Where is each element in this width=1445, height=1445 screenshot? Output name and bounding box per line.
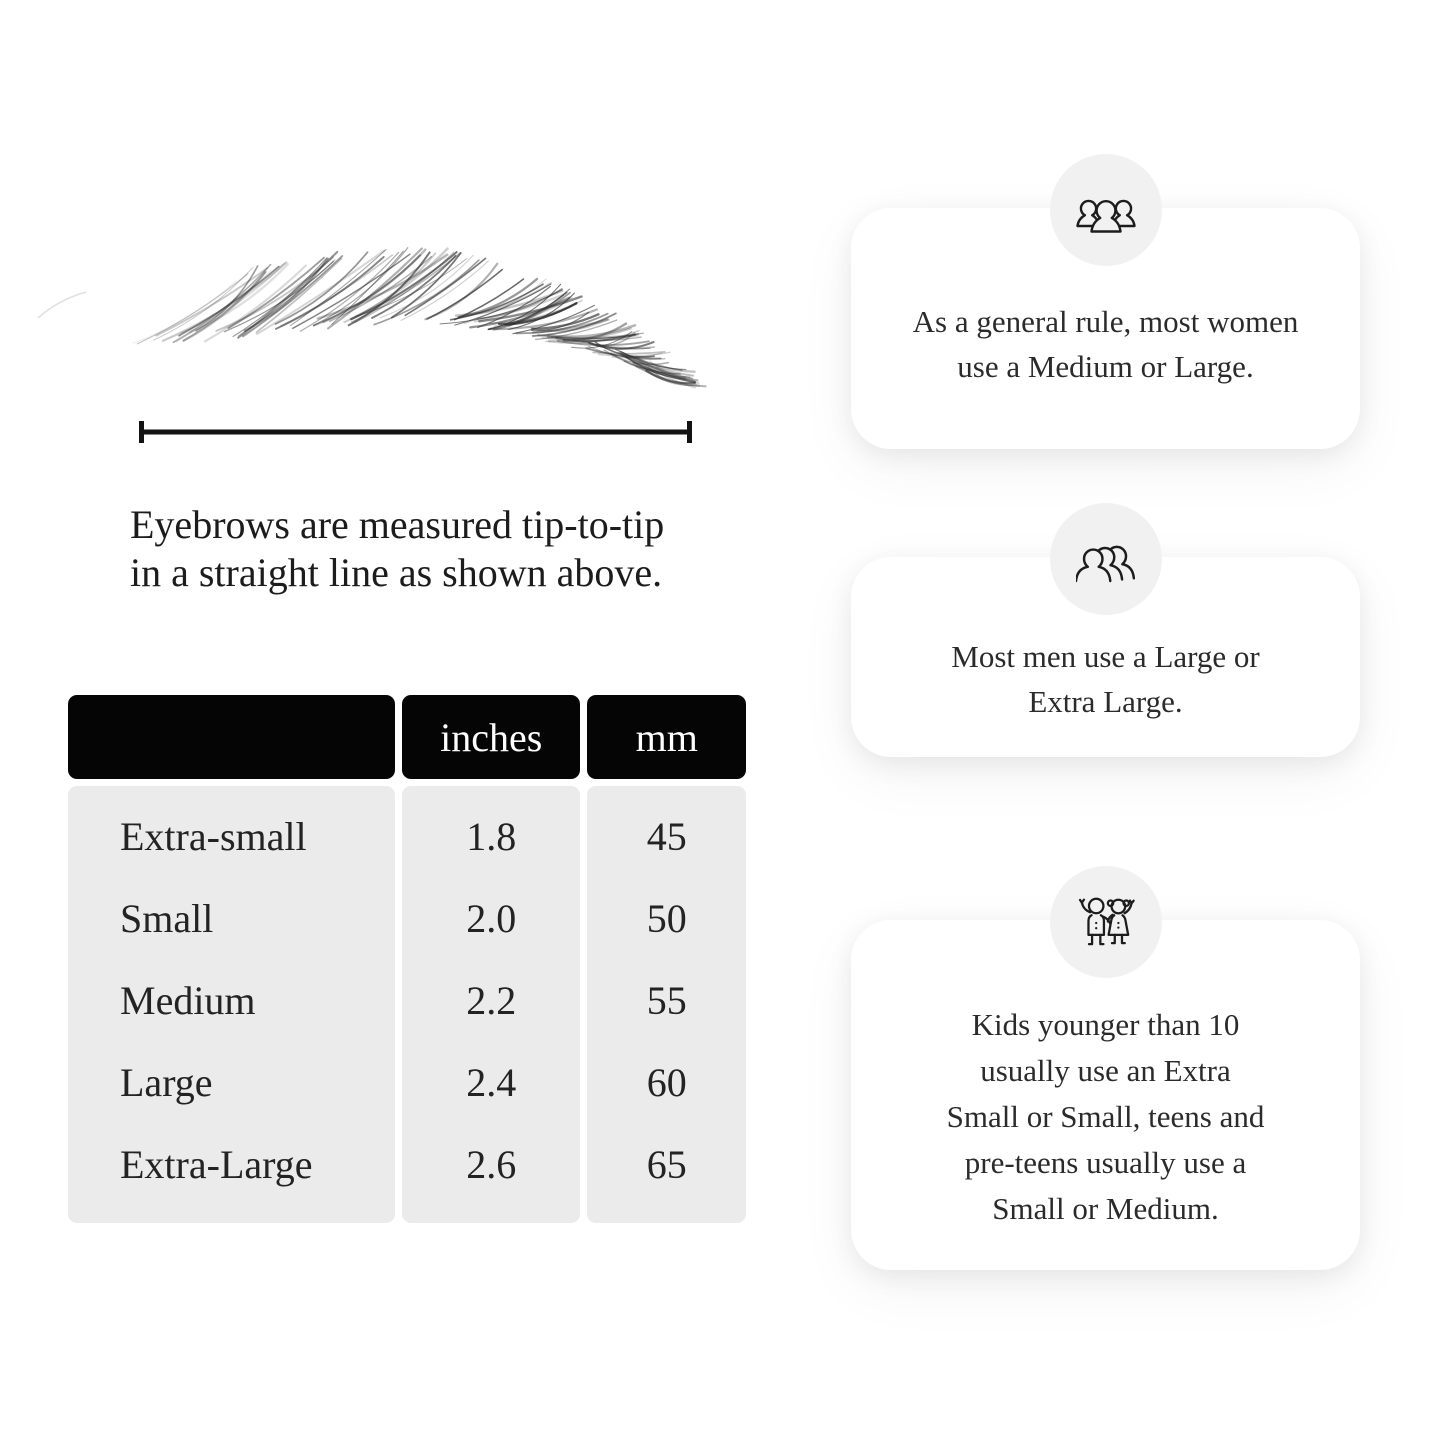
table-row-label: Extra-Large [120, 1141, 313, 1187]
eyebrow-hairs [38, 248, 706, 388]
info-card-men [851, 557, 1360, 757]
table-row-label: Large [120, 1059, 213, 1105]
size-column-header [68, 695, 395, 779]
inches-value: 2.2 [466, 977, 517, 1023]
women-group-icon [1074, 185, 1138, 235]
eyebrow-illustration [0, 0, 760, 470]
card-text [951, 634, 1260, 724]
inches-value: 2.6 [466, 1141, 517, 1187]
card-text-line: Small or Small, teens and [946, 1099, 1265, 1134]
size-name-column [68, 786, 395, 1223]
info-card-kids [851, 920, 1360, 1270]
caption-line: in a straight line as shown above. [130, 550, 663, 595]
card-text-line: usually use an Extra [980, 1053, 1231, 1088]
mm-value: 50 [646, 895, 687, 941]
table-row-label: Small [120, 895, 214, 941]
table-row-label: Extra-small [120, 813, 307, 859]
card-text [913, 299, 1299, 389]
caption-line: Eyebrows are measured tip-to-tip [130, 502, 665, 547]
inches-value: 1.8 [466, 813, 517, 859]
card-text-line: Kids younger than 10 [971, 1007, 1240, 1042]
icon-circle [1050, 154, 1162, 266]
mm-column [587, 786, 746, 1223]
mm-value: 60 [646, 1059, 687, 1105]
icon-circle [1050, 503, 1162, 615]
table-row-label: Medium [120, 977, 256, 1023]
inches-value: 2.0 [466, 895, 517, 941]
inches-column [402, 786, 580, 1223]
mm-value: 55 [646, 977, 687, 1023]
card-text-line: Small or Medium. [992, 1191, 1219, 1226]
card-text [947, 1002, 1265, 1232]
men-group-icon [1076, 535, 1136, 583]
measurement-line [141, 421, 690, 443]
size-table-body [68, 786, 746, 1223]
mm-value: 45 [646, 813, 687, 859]
inches-value: 2.4 [466, 1059, 517, 1105]
card-text-line: pre-teens usually use a [964, 1145, 1247, 1180]
measurement-caption [130, 501, 664, 597]
mm-column-header: mm [587, 695, 746, 779]
inches-column-header: inches [402, 695, 580, 779]
size-table [68, 695, 746, 1223]
kids-icon [1073, 894, 1139, 950]
card-text-line: use a Medium or Large. [957, 348, 1254, 384]
card-text-line: Extra Large. [1028, 684, 1183, 719]
size-table-header [68, 695, 746, 779]
mm-value: 65 [646, 1141, 687, 1187]
card-text-line: As a general rule, most women [912, 303, 1299, 339]
icon-circle [1050, 866, 1162, 978]
info-card-women [851, 208, 1360, 449]
card-text-line: Most men use a Large or [951, 639, 1260, 674]
